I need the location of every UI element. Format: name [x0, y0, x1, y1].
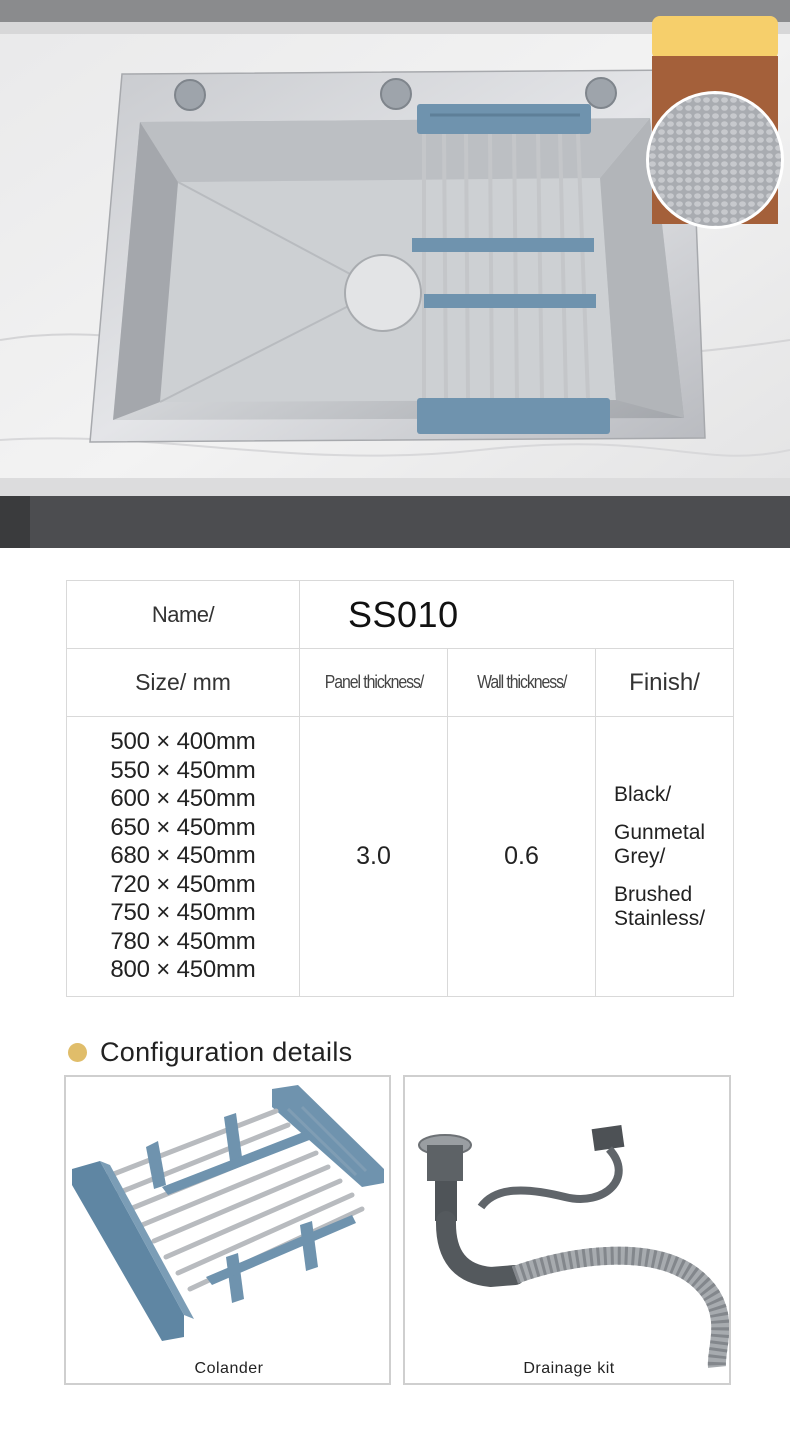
drainage-kit-card — [403, 1075, 731, 1385]
wall-thickness-label: Wall thickness/ — [476, 672, 567, 692]
config-title-text: Configuration details — [100, 1036, 353, 1067]
panel-label-cell — [300, 649, 448, 717]
drainage-kit-image — [405, 1077, 731, 1385]
finish-option: Brushed Stainless/ — [614, 882, 706, 930]
finish-label: Finish/ — [629, 668, 700, 696]
name-label: Name/ — [151, 601, 215, 627]
size-label: Size/ mm — [135, 669, 231, 695]
size-option: 720 × 450mm — [110, 870, 256, 898]
finish-option: Gunmetal Grey/ — [614, 820, 706, 868]
panel-thickness-label: Panel thickness/ — [324, 672, 423, 692]
panel-thickness-cell — [300, 717, 448, 997]
size-option: 550 × 450mm — [110, 756, 256, 784]
size-option: 780 × 450mm — [110, 927, 256, 955]
colander-card — [64, 1075, 391, 1385]
finish-option: Black/ — [614, 782, 672, 806]
spec-table — [66, 580, 734, 997]
finish-label-cell — [596, 649, 734, 717]
size-option: 750 × 450mm — [110, 899, 256, 927]
size-label-cell — [67, 649, 300, 717]
wall-thickness-value: 0.6 — [504, 842, 539, 870]
size-option: 680 × 450mm — [110, 842, 256, 870]
finish-cell — [596, 717, 734, 997]
model-name: SS010 — [300, 581, 734, 649]
drainage-kit-caption: Drainage kit — [523, 1360, 615, 1377]
panel-thickness-value: 3.0 — [356, 842, 391, 870]
size-option: 500 × 400mm — [110, 728, 256, 756]
wall-thickness-cell — [448, 717, 596, 997]
bullet-dot-icon — [68, 1043, 87, 1062]
config-section-title — [68, 1034, 352, 1070]
wall-label-cell — [448, 649, 596, 717]
colander-image — [66, 1077, 391, 1385]
texture-zoom-badge — [646, 16, 784, 229]
hero-sink-photo — [0, 0, 790, 548]
size-option: 600 × 450mm — [110, 785, 256, 813]
size-option: 650 × 450mm — [110, 813, 256, 841]
size-option: 800 × 450mm — [110, 956, 256, 984]
sizes-cell — [67, 717, 300, 997]
sink-illustration — [0, 0, 790, 548]
colander-caption: Colander — [194, 1360, 264, 1377]
name-label-cell — [67, 581, 300, 649]
